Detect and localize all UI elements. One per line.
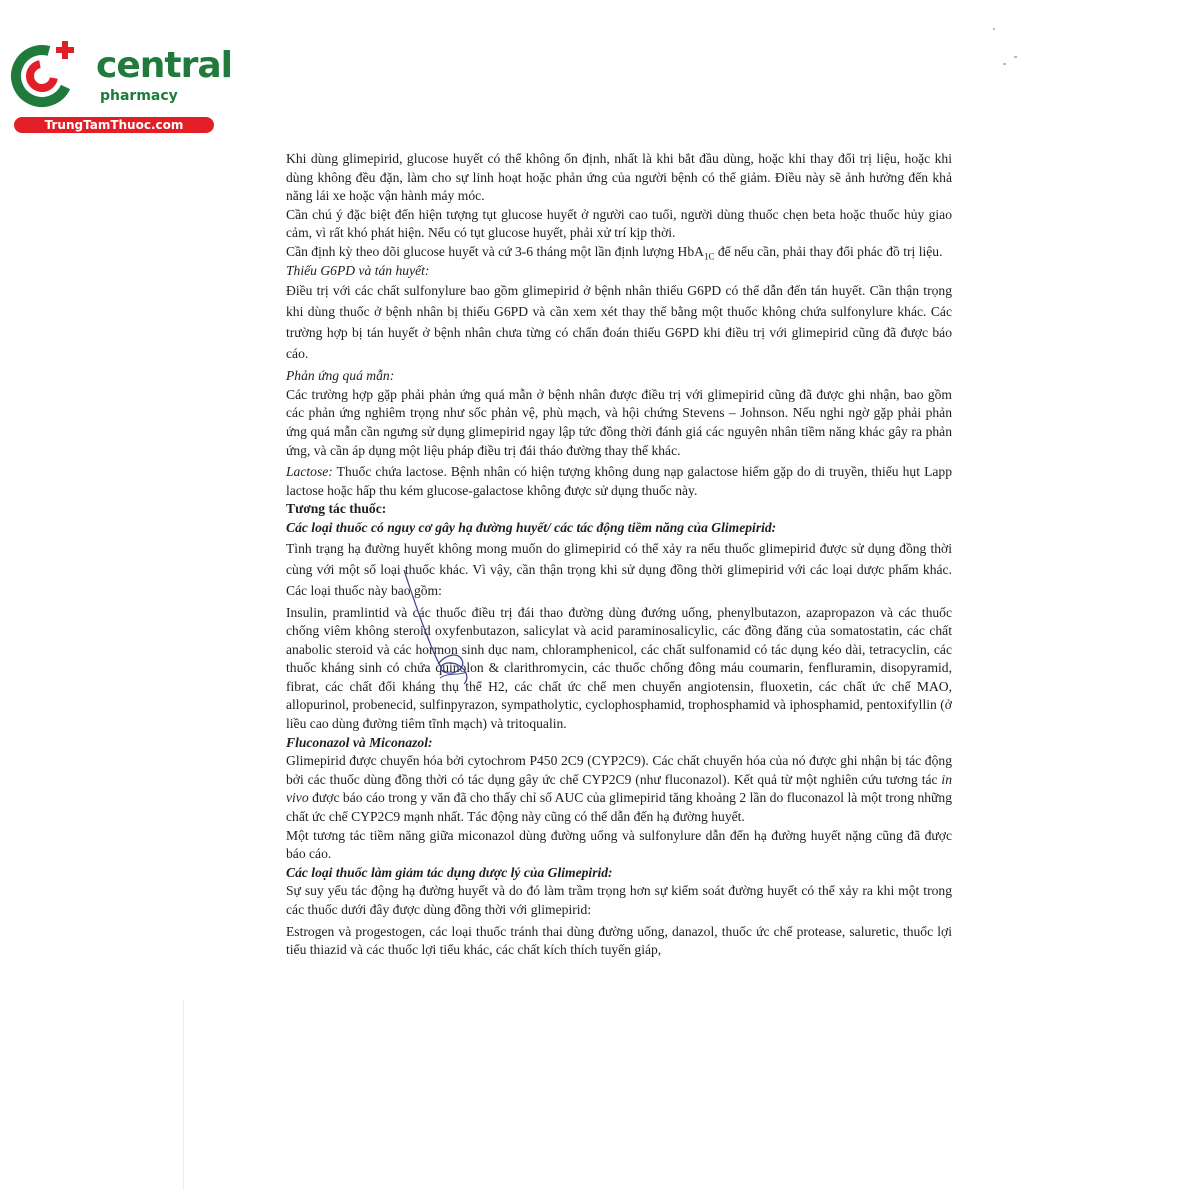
central-pharmacy-logo-icon [10, 38, 80, 108]
paragraph [286, 243, 952, 262]
text-span: Glimepirid được chuyển hóa bởi cytochrom P450 2C9 (CYP2C9). Các chất chuyển hóa của nó được ghi nhận bị tác động bởi các thuốc dùng đồng thời có tác dụng gây ức chế CYP2C9 (như fluconazol). Kết quả từ một nghiên cứu tương tác [286, 753, 952, 787]
paragraph: Khi dùng glimepirid, glucose huyết có thể không ổn định, nhất là khi bắt đầu dùng, hoặc khi thay đổi trị liệu, hoặc khi dùng không đều đặn, làm cho sự linh hoạt hoặc phản ứng của người bệnh có thể giảm. Điều này sẽ ảnh hưởng đến khả năng lái xe hoặc vận hành máy móc. [286, 151, 952, 204]
paragraph [286, 463, 952, 500]
text-span: Cần định kỳ theo dõi glucose huyết và cứ 3-6 tháng một lần định lượng HbA [286, 243, 704, 259]
scan-speck [993, 28, 995, 30]
paragraph: Một tương tác tiềm năng giữa miconazol dùng đường uống và sulfonylure dẫn đến hạ đường huyết nặng cũng đã được báo cáo. [286, 827, 952, 862]
text-span: Thuốc chứa lactose. Bệnh nhân có hiện tượng không dung nạp galactose hiếm gặp do di truyền, thiếu hụt Lapp lactose hoặc hấp thu kém glucose-galactose không được sử dụng thuốc này. [286, 464, 952, 498]
brand-subtitle: pharmacy [100, 88, 178, 104]
document-body [286, 150, 952, 960]
paragraph: Sự suy yếu tác động hạ đường huyết và do đó làm trầm trọng hơn sự kiểm soát đường huyết có thể xảy ra khi một trong các thuốc dưới đây được dùng đồng thời với glimepirid: [286, 883, 952, 917]
subheading-hypoglycemia: Các loại thuốc có nguy cơ gây hạ đường huyết/ các tác động tiềm năng của Glimepirid: [286, 519, 777, 535]
section-heading-interactions: Tương tác thuốc: [286, 501, 387, 517]
paragraph: Điều trị với các chất sulfonylure bao gồm glimepirid ở bệnh nhân thiếu G6PD có thể dẫn đến tán huyết. Cần thận trọng khi dùng thuốc ở bệnh nhân bị thiếu G6PD và cần xem xét thay thế bằng một thuốc không chứa sulfonylure khác. Các trường hợp bị tán huyết ở bệnh nhân chưa từng có chẩn đoán thiếu G6PD khi điều trị với glimepirid cũng đã được báo cáo. [286, 283, 952, 362]
paragraph: Các trường hợp gặp phải phản ứng quá mẫn ở bệnh nhân được điều trị với glimepirid cũng đã được ghi nhận, bao gồm các phản ứng nghiêm trọng như sốc phản vệ, phù mạch, và hội chứng Stevens – Johnson. Nếu nghi ngờ gặp phải phản ứng quá mẫn cần ngưng sử dụng glimepirid ngay lập tức đồng thời đánh giá các nguyên nhân tiềm năng khác gây ra phản ứng, và cần áp dụng một liệu pháp điều trị đái tháo đường thay thế khác. [286, 386, 952, 458]
paragraph [286, 752, 952, 826]
scan-speck [1003, 63, 1006, 65]
subheading-fluconazol: Fluconazol và Miconazol: [286, 734, 433, 750]
subscript: 1C [703, 251, 715, 262]
lactose-label: Lactose: [286, 464, 333, 480]
scan-speck [1014, 56, 1017, 58]
section-heading-hypersensitivity: Phản ứng quá mẫn: [286, 368, 395, 384]
in-vivo-term: in vivo [286, 771, 952, 806]
text-span: để nếu cần, phải thay đổi phác đồ trị liệu. [714, 243, 943, 259]
subheading-reduce-effect: Các loại thuốc làm giảm tác dụng dược lý của Glimepirid: [286, 864, 613, 880]
text-span: được báo cáo trong y văn đã cho thấy chỉ số AUC của glimepirid tăng khoảng 2 lần do fluconazol là một trong những chất ức chế CYP2C9 mạnh nhất. Tác động này cũng có thể dẫn đến hạ đường huyết. [286, 790, 952, 825]
pharmacy-logo[interactable] [10, 38, 232, 138]
brand-website: TrungTamThuoc.com [14, 117, 214, 133]
paragraph: Cần chú ý đặc biệt đến hiện tượng tụt glucose huyết ở người cao tuổi, người dùng thuốc chẹn beta hoặc thuốc hủy giao cảm, vì rất khó phát hiện. Nếu có tụt glucose huyết, phải xử trí kịp thời. [286, 206, 952, 241]
brand-name: central [96, 45, 232, 86]
section-heading-g6pd: Thiếu G6PD và tán huyết: [286, 262, 430, 278]
scan-edge-line [183, 1000, 184, 1190]
paragraph: Tình trạng hạ đường huyết không mong muốn do glimepirid có thể xảy ra nếu thuốc glimepirid được sử dụng đồng thời cùng với một số loại thuốc khác. Vì vậy, cần thận trọng khi sử dụng đồng thời glimepirid với các loại dược phẩm khác. Các loại thuốc này bao gồm: [286, 540, 952, 598]
paragraph: Insulin, pramlintid và các thuốc điều trị đái thao đường dùng đướng uống, phenylbutazon, azapropazon và các thuốc chống viêm không steroid oxyfenbutazon, salicylat và acid paraminosalicylic, các đồng đăng của somatostatin, các chất anabolic steroid và các hormon sinh dục nam, chloramphenicol, các chất sulfonamid có tác dụng kéo dài, tetracyclin, các thuốc kháng sinh có chứa quinolon & clarithromycin, các thuốc chống đông máu coumarin, fenfluramin, disopyramid, fibrat, các chất đối kháng thụ thể H2, các chất ức chế men chuyển angiotensin, fluoxetin, các chất ức chế MAO, allopurinol, probenecid, sulfinpyrazon, sympatholytic, cyclophosphamid, trophosphamid và iphosphamid, pentoxifyllin (ở liều cao dùng đường tiêm tĩnh mạch) và tritoqualin. [286, 604, 952, 732]
paragraph: Estrogen và progestogen, các loại thuốc tránh thai dùng đường uống, danazol, thuốc ức chế protease, saluretic, thuốc lợi tiểu thiazid và các thuốc lợi tiểu khác, các chất kích thích tuyến giáp, [286, 923, 952, 958]
